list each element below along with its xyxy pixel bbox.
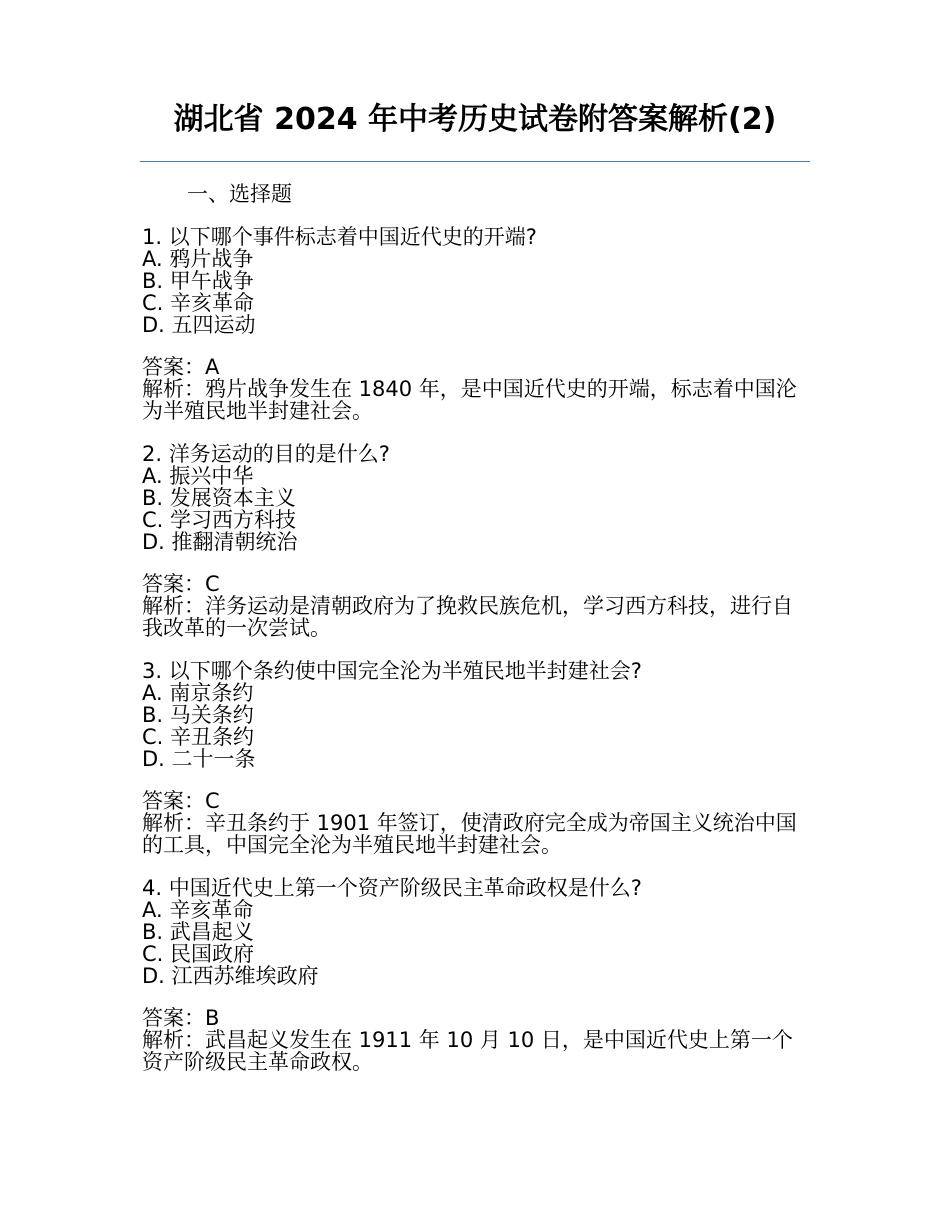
question-1 (142, 226, 812, 422)
option-a: A. 振兴中华 (142, 464, 254, 488)
explanation: 解析：辛丑条约于 1901 年签订，使清政府完全成为帝国主义统治中国的工具，中国完全沦为半殖民地半封建社会。 (142, 811, 797, 857)
option-list (142, 899, 812, 987)
option-b: B. 马关条约 (142, 703, 254, 727)
option-d: D. 江西苏维埃政府 (142, 964, 319, 988)
option-list (142, 248, 812, 336)
option-a: A. 辛亥革命 (142, 898, 254, 922)
section-heading: 一、选择题 (187, 182, 292, 206)
option-b: B. 甲午战争 (142, 269, 254, 293)
explanation: 解析：鸦片战争发生在 1840 年，是中国近代史的开端，标志着中国沦为半殖民地半封建社会。 (142, 377, 797, 423)
question-stem: 4. 中国近代史上第一个资产阶级民主革命政权是什么? (142, 876, 642, 900)
question-list (142, 226, 812, 1094)
answer: 答案：C (142, 572, 220, 596)
question-stem: 1. 以下哪个事件标志着中国近代史的开端? (142, 225, 537, 249)
answer: 答案：C (142, 789, 220, 813)
option-c: C. 民国政府 (142, 942, 255, 966)
option-d: D. 二十一条 (142, 747, 256, 771)
option-c: C. 学习西方科技 (142, 508, 297, 532)
answer: 答案：A (142, 355, 220, 379)
option-d: D. 五四运动 (142, 313, 256, 337)
question-stem: 3. 以下哪个条约使中国完全沦为半殖民地半封建社会? (142, 659, 642, 683)
option-b: B. 发展资本主义 (142, 486, 296, 510)
explanation: 解析：洋务运动是清朝政府为了挽救民族危机，学习西方科技，进行自我改革的一次尝试。 (142, 594, 793, 640)
option-c: C. 辛丑条约 (142, 725, 255, 749)
page-title: 湖北省 2024 年中考历史试卷附答案解析(2) (173, 102, 777, 137)
answer: 答案：B (142, 1006, 220, 1030)
option-a: A. 鸦片战争 (142, 247, 254, 271)
option-list (142, 465, 812, 553)
title-divider (140, 161, 810, 162)
question-3 (142, 660, 812, 856)
option-list (142, 682, 812, 770)
option-d: D. 推翻清朝统治 (142, 530, 298, 554)
option-a: A. 南京条约 (142, 681, 254, 705)
question-2 (142, 443, 812, 639)
option-b: B. 武昌起义 (142, 920, 254, 944)
question-stem: 2. 洋务运动的目的是什么? (142, 442, 390, 466)
explanation: 解析：武昌起义发生在 1911 年 10 月 10 日，是中国近代史上第一个资产阶级民主革命政权。 (142, 1028, 793, 1074)
option-c: C. 辛亥革命 (142, 291, 255, 315)
question-4 (142, 877, 812, 1073)
